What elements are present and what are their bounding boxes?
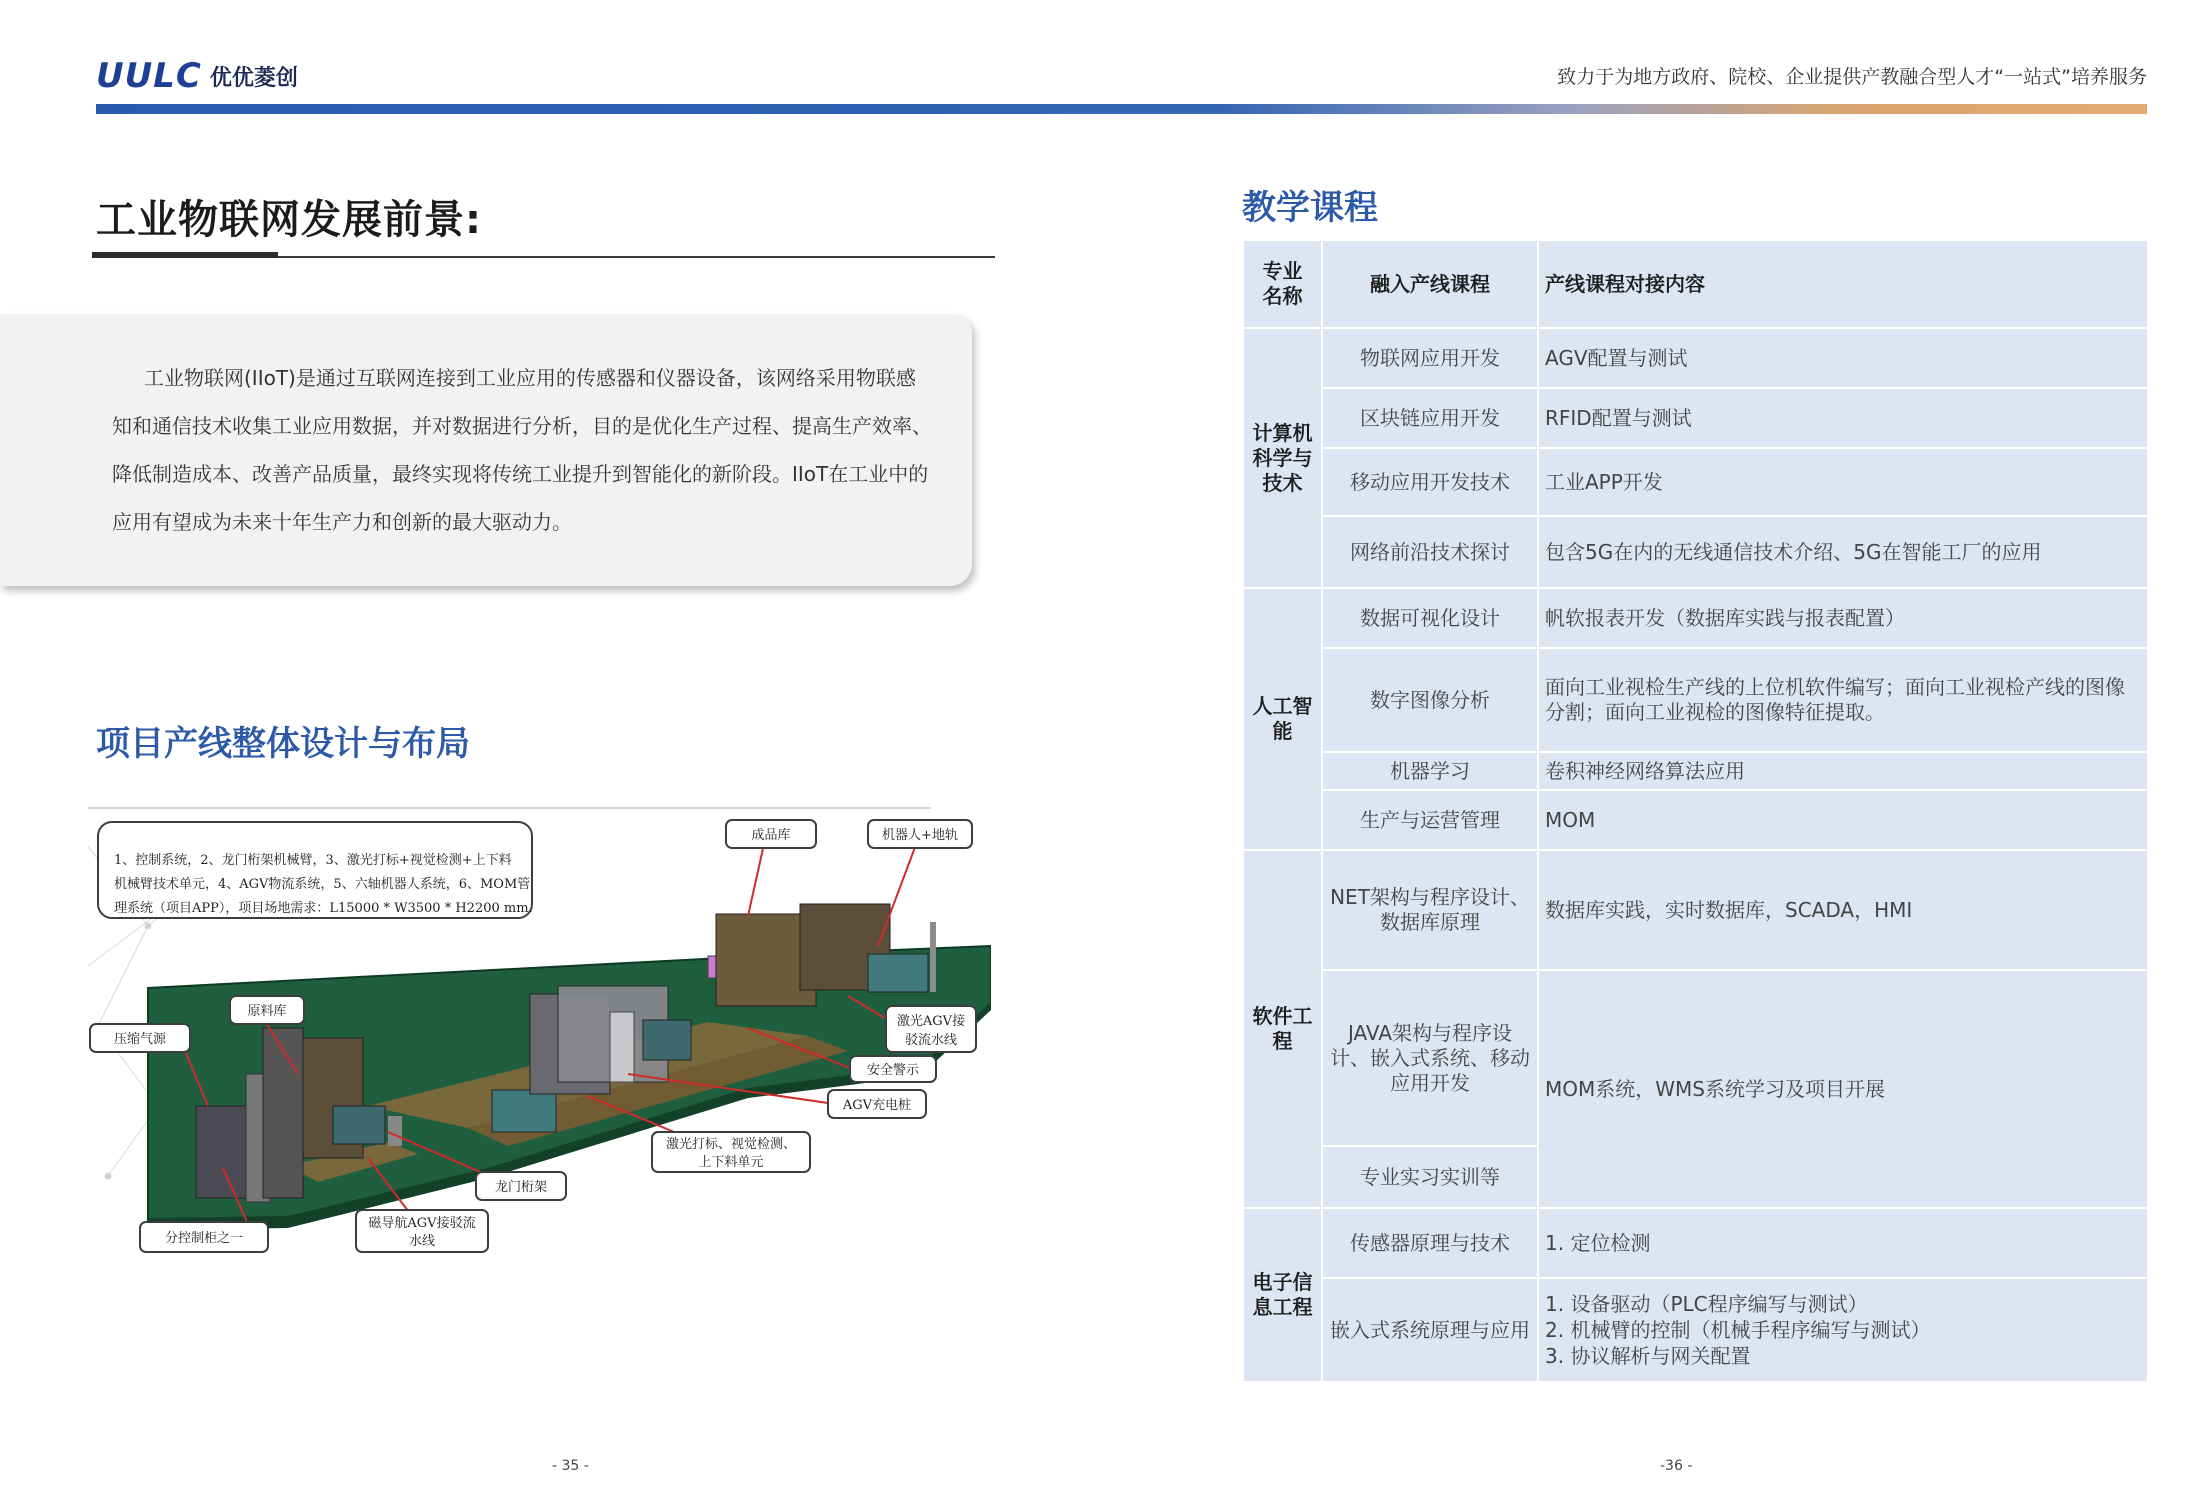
content-list-item: 1. 设备驱动（PLC程序编写与测试） [1545,1292,1868,1316]
major-cell: 计算机科学与技术 [1243,328,1322,588]
table-header-row [1243,240,2148,328]
label-safety-alarm: 安全警示 [866,1063,920,1078]
content-cell: 工业APP开发 [1538,448,2148,516]
label-laser-agv-line-2: 驳流水线 [904,1033,958,1048]
course-cell: 移动应用开发技术 [1322,448,1538,516]
course-cell: 区块链应用开发 [1322,388,1538,448]
label-mag-agv-2: 水线 [408,1234,436,1249]
header-content: 产线课程对接内容 [1538,240,2148,328]
course-section-title: 教学课程 [1242,188,1378,228]
intro-paragraph: 工业物联网(IIoT)是通过互联网连接到工业应用的传感器和仪器设备，该网络采用物联感知和通信技术收集工业应用数据，并对数据进行分析，目的是优化生产过程、提高生产效率、降低制造成本、改善产品质量，最终实现将传统工业提升到智能化的新阶段。IIoT在工业中的应用有望成为未来十年生产力和创新的最大驱动力。 [112,366,932,534]
label-agv-charger: AGV充电桩 [842,1098,912,1113]
course-cell: 传感器原理与技术 [1322,1208,1538,1278]
diagram-note-line1: 1、控制系统，2、龙门桁架机械臂，3、激光打标+视觉检测+上下料 [114,853,512,868]
layout-section-title: 项目产线整体设计与布局 [96,724,470,764]
table-row [1243,516,2148,588]
page-number-right: -36 - [1660,1458,1693,1474]
content-cell: RFID配置与测试 [1538,388,2148,448]
table-row [1243,648,2148,752]
header-major [1243,240,1322,328]
diagram-note-line3: 理系统（项目APP），项目场地需求：L15000 * W3500 * H2200 mm. [114,901,533,916]
header-gradient-bar [96,104,2147,114]
header-course: 融入产线课程 [1322,240,1538,328]
course-table [1242,239,2149,1383]
content-cell: AGV配置与测试 [1538,328,2148,388]
content-cell: 面向工业视检生产线的上位机软件编写；面向工业视检产线的图像分割；面向工业视检的图像特征提取。 [1538,648,2148,752]
course-cell: 专业实习实训等 [1322,1146,1538,1208]
logo-mark: UULC [96,56,202,96]
major-cell: 软件工程 [1243,850,1322,1208]
table-row [1243,752,2148,790]
content-cell-list [1538,1278,2148,1382]
major-cell: 人工智能 [1243,588,1322,850]
table-row [1243,850,2148,970]
table-row [1243,970,2148,1146]
content-cell: 卷积神经网络算法应用 [1538,752,2148,790]
label-mag-agv-1: 磁导航AGV接驳流 [368,1216,476,1231]
table-row [1243,1208,2148,1278]
content-list-item: 2. 机械臂的控制（机械手程序编写与测试） [1545,1318,1931,1342]
course-cell: 数据可视化设计 [1322,588,1538,648]
label-robot-rail: 机器人+地轨 [882,828,958,843]
header-major-line1: 专业 [1262,259,1303,283]
title-underline-accent [92,252,278,258]
course-cell: 网络前沿技术探讨 [1322,516,1538,588]
course-cell: 物联网应用开发 [1322,328,1538,388]
label-finished-store: 成品库 [751,828,791,843]
header-slogan: 致力于为地方政府、院校、企业提供产教融合型人才“一站式”培养服务 [1557,66,2147,88]
logo-name: 优优菱创 [209,65,298,91]
table-row [1243,790,2148,850]
page-number-left: - 35 - [552,1458,589,1474]
label-gantry: 龙门桁架 [494,1180,548,1195]
label-laser-unit-2: 上下料单元 [698,1155,764,1170]
table-row [1243,1278,2148,1382]
content-cell: 数据库实践，实时数据库，SCADA，HMI [1538,850,2148,970]
label-sub-cabinet: 分控制柜之一 [164,1231,244,1246]
content-cell: 包含5G在内的无线通信技术介绍、5G在智能工厂的应用 [1538,516,2148,588]
label-laser-unit-1: 激光打标、视觉检测、 [665,1137,797,1152]
header-major-line2: 名称 [1262,284,1303,308]
course-cell: 嵌入式系统原理与应用 [1322,1278,1538,1382]
content-cell: 帆软报表开发（数据库实践与报表配置） [1538,588,2148,648]
left-page-title: 工业物联网发展前景: [96,197,482,243]
content-list-item: 3. 协议解析与网关配置 [1545,1344,1751,1368]
content-cell: 1. 定位检测 [1538,1208,2148,1278]
course-cell: NET架构与程序设计、数据库原理 [1322,850,1538,970]
table-row [1243,588,2148,648]
course-cell: 机器学习 [1322,752,1538,790]
table-row [1243,328,2148,388]
content-cell: MOM系统，WMS系统学习及项目开展 [1538,970,2148,1208]
major-cell: 电子信息工程 [1243,1208,1322,1382]
production-line-diagram [88,806,991,1256]
table-row [1243,448,2148,516]
label-compressed-air: 压缩气源 [113,1032,167,1047]
course-cell: 生产与运营管理 [1322,790,1538,850]
course-cell: JAVA架构与程序设计、嵌入式系统、移动应用开发 [1322,970,1538,1146]
label-laser-agv-line-1: 激光AGV接 [896,1014,966,1029]
table-row [1243,388,2148,448]
logo [96,56,298,96]
label-raw-store: 原料库 [247,1004,287,1019]
content-cell: MOM [1538,790,2148,850]
course-cell: 数字图像分析 [1322,648,1538,752]
diagram-note-line2: 机械臂技术单元，4、AGV物流系统，5、六轴机器人系统，6、MOM管 [114,877,531,892]
